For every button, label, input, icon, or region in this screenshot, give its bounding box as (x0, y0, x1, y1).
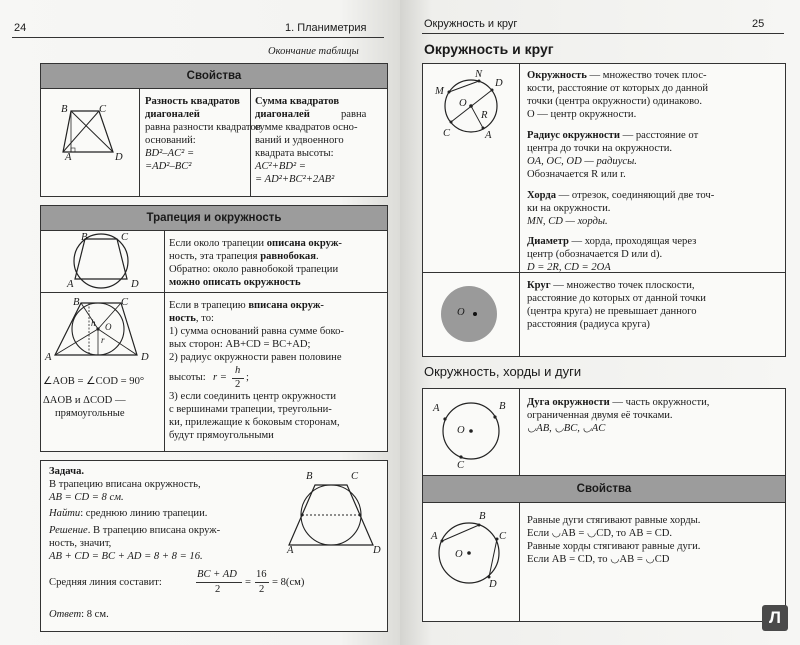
solution-line: ность, значит, (49, 538, 112, 549)
circum-text-3: Обратно: около равнобокой трапеции (169, 264, 339, 275)
text-bold: Радиус окружности (527, 130, 620, 141)
col-divider (519, 64, 520, 356)
text-bold: равнобокая (260, 251, 316, 262)
text: Если около трапеции (169, 238, 265, 249)
solution-line (49, 525, 220, 538)
disk-line: (центра круга) не превышает данного (527, 306, 697, 317)
label-o: O (105, 322, 112, 332)
diag-diff-line: оснований: (145, 135, 196, 146)
find-label: Найти (49, 508, 81, 519)
insc-text-2 (169, 313, 214, 326)
props-line: Равные хорды стягивают равные дуги. (527, 541, 701, 552)
label-a: A (431, 531, 438, 542)
text: — хорда, проходящая через (568, 236, 697, 247)
col-divider (164, 230, 165, 451)
chord-def-1 (527, 190, 714, 203)
text: — часть окружности, (609, 397, 710, 408)
label-d: D (141, 352, 149, 363)
arc-line: ◡AB, ◡BC, ◡AC (527, 423, 606, 434)
disk-def-1 (527, 280, 695, 293)
label-o: O (455, 549, 463, 560)
midline-result: = 8(см) (272, 577, 305, 588)
radius-line: OA, OC, OD — радиусы. (527, 156, 637, 167)
label-o: O (457, 425, 465, 436)
label-a: A (433, 403, 440, 414)
insc-line: 2) радиус окружности равен половине (169, 352, 342, 363)
insc-r-label: r = (213, 372, 227, 383)
label-a: A (67, 279, 74, 290)
col-divider (139, 88, 140, 196)
label-d: D (115, 152, 123, 163)
label-c: C (443, 128, 451, 139)
label-r: R (481, 110, 488, 121)
diag-sum-formula: = AD²+BC²+2AB² (255, 174, 335, 185)
equal-arcs-figure (423, 501, 519, 621)
text: — множество точек плоскости, (550, 280, 695, 291)
label-d: D (373, 545, 381, 556)
circum-text-2: ность, эта трапеция равнобокая. (169, 251, 319, 262)
task-title: Задача. (49, 466, 85, 477)
arc-line: ограниченная двумя её точками. (527, 410, 673, 421)
circumscribed-trapezoid-figure (41, 230, 164, 292)
trapezoid-diagonals-figure (41, 88, 139, 196)
label-a: A (287, 545, 294, 556)
trapezoid-circle-header: Трапеция и окружность (41, 206, 387, 231)
triangles-text: прямоугольные (55, 408, 125, 419)
chord-line: ки на окружности. (527, 203, 611, 214)
find-text: : среднюю линию трапеции. (80, 508, 208, 519)
diag-sum-line: ваний и удвоенного (255, 135, 344, 146)
triangles-text: ΔAOB и ΔCOD — (43, 395, 126, 406)
task-trapezoid-figure (279, 475, 379, 585)
chord-line: MN, CD — хорды. (527, 216, 608, 227)
arcs-table (422, 388, 786, 622)
diag-diff-formula: BD²–AC² = (145, 148, 195, 159)
label-o: O (457, 307, 465, 318)
properties-header: Свойства (41, 64, 387, 89)
insc-line: 1) сумма оснований равна сумме боко- (169, 326, 344, 337)
properties-table (40, 63, 388, 197)
label-b: B (73, 297, 80, 308)
midline-text: Средняя линия составит: (49, 577, 162, 588)
text-bold: Диаметр (527, 236, 569, 247)
arc-properties-header: Свойства (423, 475, 785, 503)
label-c: C (499, 531, 507, 542)
diag-diff-line: равна разности квадратов (145, 122, 261, 133)
label-d: D (489, 579, 497, 590)
header-rule-left (12, 37, 384, 38)
label-c: C (121, 232, 129, 243)
diameter-line: D = 2R, CD = 2OA (527, 262, 611, 273)
arc-def-1 (527, 397, 709, 410)
label-b: B (306, 471, 313, 482)
diag-sum-formula: AC²+BD² = (255, 161, 306, 172)
radius-def-1 (527, 130, 698, 143)
label-c: C (457, 460, 465, 471)
label-a: A (485, 130, 492, 141)
diag-sum-line: сумме квадратов осно- (255, 122, 358, 133)
insc-line: 3) если соединить центр окружности (169, 391, 336, 402)
insc-height-label: высоты: (169, 372, 206, 383)
diag-diff-formula: =AD²–BC² (145, 161, 192, 172)
col-divider (250, 88, 251, 196)
disk-figure (423, 272, 519, 356)
header-rule-right (422, 33, 784, 34)
label-h: h (91, 318, 96, 328)
insc-2: 2 (235, 379, 241, 390)
diag-sum-title: Сумма квадратов диагоналей (255, 96, 340, 120)
fraction-bar (255, 582, 269, 583)
circum-text-1 (169, 238, 342, 251)
label-a: A (65, 152, 72, 163)
solution-label: Решение (49, 525, 88, 536)
trapezoid-circle-table (40, 205, 388, 452)
circle-definitions-table (422, 63, 786, 357)
insc-h: h (235, 365, 241, 376)
text-bold: Хорда (527, 190, 557, 201)
label-o: O (459, 98, 467, 109)
props-line: Если ◡AB = ◡CD, то AB = CD. (527, 528, 673, 539)
text-bold: Дуга окружности (527, 397, 610, 408)
midline-eq: = (245, 577, 251, 588)
text-bold: ность (169, 313, 196, 324)
radius-line: центра до точки на окружности. (527, 143, 673, 154)
answer-text: : 8 см. (81, 609, 109, 620)
text: — расстояние от (619, 130, 699, 141)
label-b: B (61, 104, 68, 115)
midline-den: 2 (215, 584, 221, 595)
text: Если в трапецию (169, 300, 246, 311)
diag-diff-title: Разность квадратов диагоналей (145, 96, 240, 120)
semicolon: ; (246, 372, 249, 383)
circle-def-2: кости, расстояние от которых до данной (527, 83, 709, 94)
task-box (40, 460, 388, 632)
circle-def-1 (527, 70, 707, 83)
radius-line: Обозначается R или r. (527, 169, 626, 180)
disk-line: расстояние до которых от данной точки (527, 293, 706, 304)
label-r: r (101, 335, 105, 345)
diag-sum-line: квадрата высоты: (255, 148, 334, 159)
midline-den2: 2 (259, 584, 265, 595)
col-divider (519, 389, 520, 475)
page-number-left: 24 (14, 22, 27, 34)
label-b: B (479, 511, 486, 522)
text-bold: Окружность (527, 70, 587, 81)
solution-line: AB + CD = BC + AD = 8 + 8 = 16. (49, 551, 203, 562)
insc-line: будут прямоугольными (169, 430, 274, 441)
text: — множество точек плос- (586, 70, 707, 81)
label-d: D (495, 78, 503, 89)
answer-line (49, 609, 109, 622)
props-line: Если AB = CD, то ◡AB = ◡CD (527, 554, 670, 565)
insc-line: вых сторон: AB+CD = BC+AD; (169, 339, 311, 350)
circum-text-4: можно описать окружность (169, 277, 301, 288)
text-bold: описана окруж- (266, 238, 342, 249)
insc-text-1 (169, 300, 324, 313)
label-b: B (499, 401, 506, 412)
text: ность, эта трапеция (169, 251, 258, 262)
section-title-arcs: Окружность, хорды и дуги (424, 364, 582, 379)
label-c: C (351, 471, 359, 482)
props-line: Равные дуги стягивают равные хорды. (527, 515, 701, 526)
running-head-right: Окружность и круг (424, 18, 518, 30)
running-head-left: 1. Планиметрия (285, 22, 367, 34)
circle-center: O — центр окружности. (527, 109, 637, 120)
label-c: C (99, 104, 107, 115)
fraction-bar (196, 582, 242, 583)
text-bold: Круг (527, 280, 551, 291)
midline-num2: 16 (256, 569, 267, 580)
label-d: D (131, 279, 139, 290)
text: , то: (195, 313, 214, 324)
midline-num: BC + AD (197, 569, 237, 580)
right-page (400, 0, 800, 645)
angle-equality: ∠AOB = ∠COD = 90° (43, 376, 145, 387)
diag-sum-line: равна (341, 109, 367, 120)
label-n: N (475, 69, 483, 80)
answer-label: Ответ (49, 609, 82, 620)
label-b: B (81, 232, 88, 243)
diameter-line: центр (обозначается D или d). (527, 249, 663, 260)
watermark-logo: Л (762, 605, 788, 631)
col-divider (519, 501, 520, 621)
insc-line: с вершинами трапеции, треугольни- (169, 404, 332, 415)
label-m: M (435, 86, 444, 97)
label-c: C (121, 297, 129, 308)
task-line: В трапецию вписана окружность, (49, 479, 201, 490)
circle-def-3: точки (центра окружности) одинаково. (527, 96, 702, 107)
text-bold: вписана окруж- (248, 300, 324, 311)
task-line: AB = CD = 8 см. (49, 492, 124, 503)
find-line (49, 508, 207, 521)
disk-line: расстояния (радиуса круга) (527, 319, 650, 330)
insc-line: ки, прилежащие к боковым сторонам, (169, 417, 340, 428)
text: — отрезок, соединяющий две точ- (556, 190, 715, 201)
label-a: A (45, 352, 52, 363)
page-number-right: 25 (752, 18, 765, 30)
continuation-note: Окончание таблицы (268, 46, 359, 57)
text: . В трапецию вписана окруж- (87, 525, 221, 536)
section-title-circle: Окружность и круг (424, 41, 554, 57)
diameter-def-1 (527, 236, 696, 249)
